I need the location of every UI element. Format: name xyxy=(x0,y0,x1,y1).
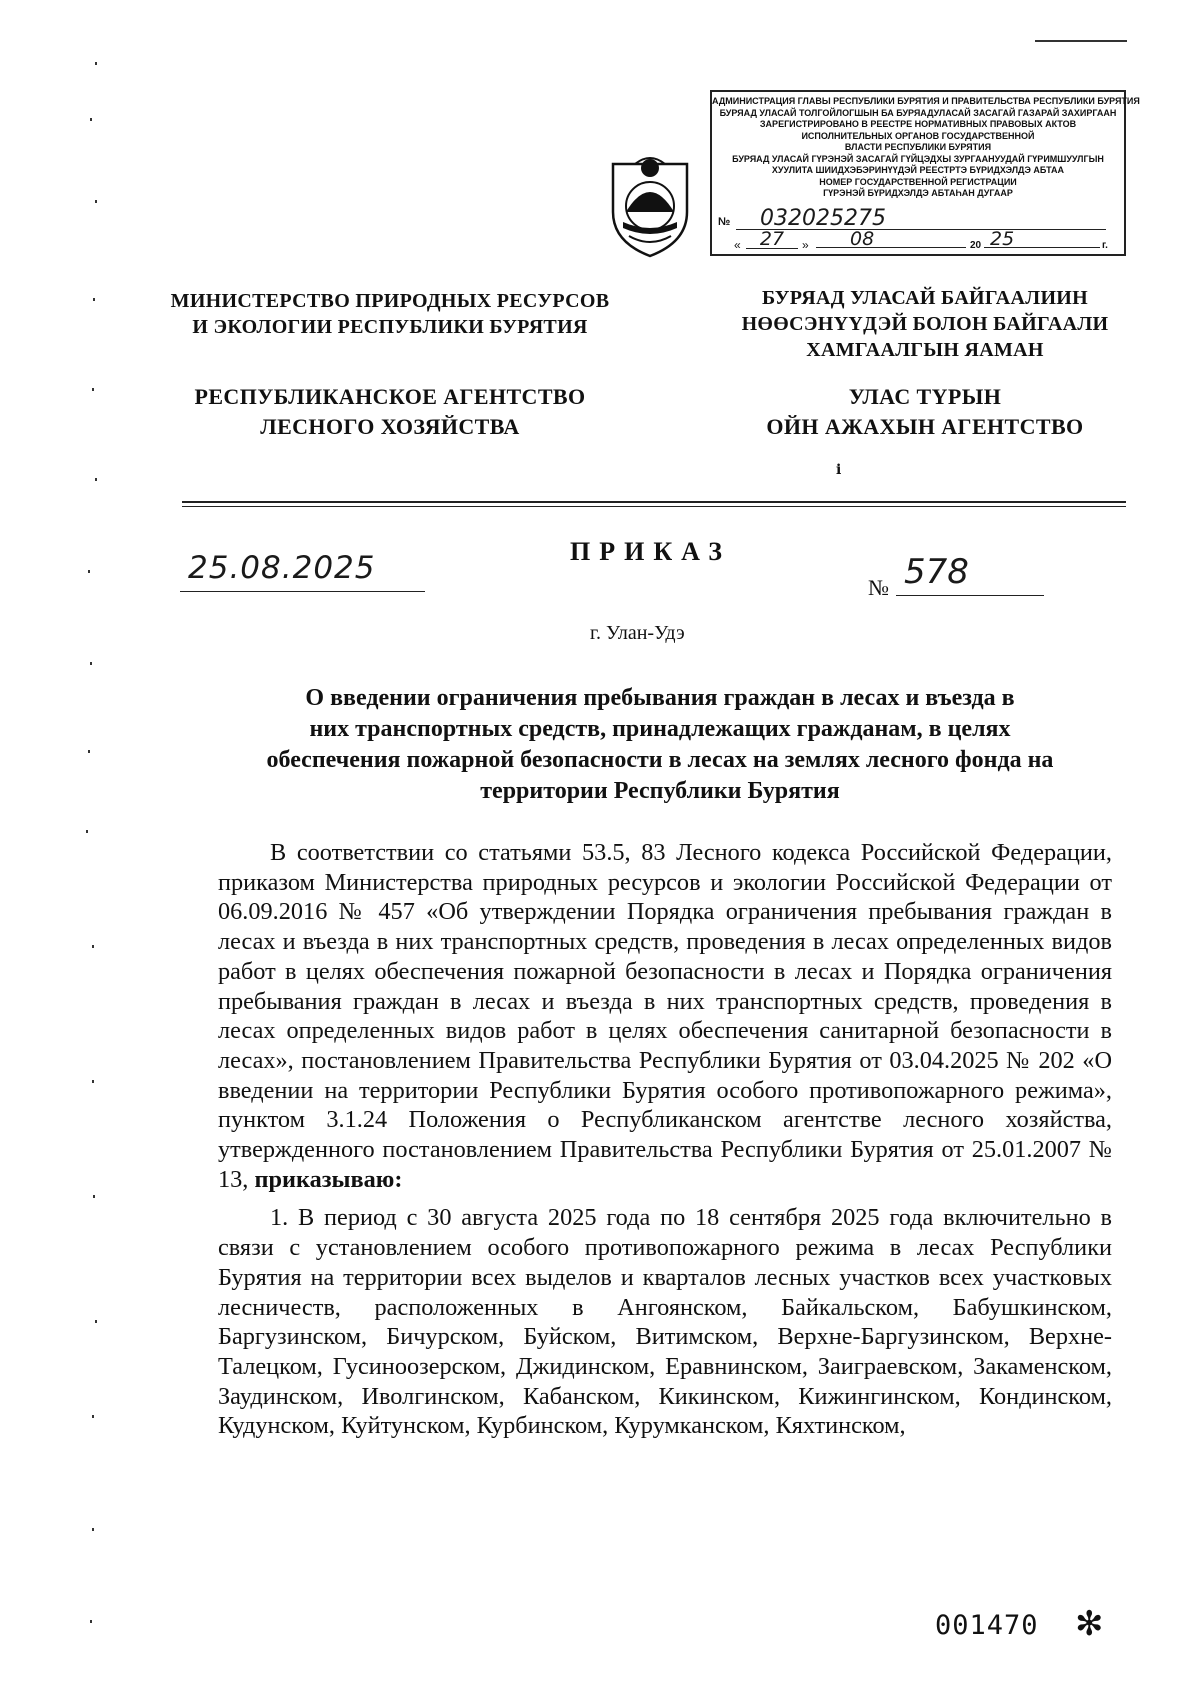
ministry-name-ru-line: И ЭКОЛОГИИ РЕСПУБЛИКИ БУРЯТИЯ xyxy=(192,316,588,338)
stamp-line: ИСПОЛНИТЕЛЬНЫХ ОРГАНОВ ГОСУДАРСТВЕННОЙ xyxy=(801,130,1035,141)
registration-stamp xyxy=(710,90,1140,256)
speck: ⅰ xyxy=(836,463,842,478)
order-title-line: территории Республики Бурятия xyxy=(480,778,840,804)
order-date: 25.08.2025 xyxy=(180,550,425,592)
stamp-line: БУРЯАД УЛАСАЙ ГҮРЭНЭЙ ЗАСАГАЙ ГҮЙЦЭДХЫ ЗУРГААНУУДАЙ ГҮРИМШУУЛГЫН xyxy=(732,153,1104,164)
order-title-line: О введении ограничения пребывания граждан в лесах и въезда в xyxy=(305,685,1015,711)
stamp-line: НОМЕР ГОСУДАРСТВЕННОЙ РЕГИСТРАЦИИ xyxy=(819,176,1017,187)
clause-1-paragraph: 1. В период с 30 августа 2025 года по 18 сентября 2025 года включительно в связи с установлением особого противопожарного режима в лесах Республики Бурятия на территории всех выделов и кварталов лесных участков всех участковых лесничеств, расположенных в Ангоянском, Байкальском, Бабушкинском, Баргузинском, Бичурском, Буйском, Витимском, Верхне-Баргузинском, Верхне-Талецком, Гусиноозерском, Джидинском, Еравнинском, Заиграевском, Закаменском, Заудинском, Иволгинском, Кабанском, Кикинском, Кижингинском, Кондинском, Кудунском, Куйтунском, Курбинском, Курумканском, Кяхтинском, xyxy=(218,1204,1112,1440)
stamp-date-year-end: г. xyxy=(1102,240,1108,251)
stamp-registration-number: 032025275 xyxy=(736,206,1106,230)
order-title-line: них транспортных средств, принадлежащих гражданам, в целях xyxy=(309,716,1011,742)
agency-name-bua-line: УЛАС ТҮРЫН xyxy=(848,384,1002,409)
ministry-name-ru xyxy=(170,288,610,340)
stamp-line: БУРЯАД УЛАСАЙ ТОЛГОЙЛОГШЫН БА БУРЯАДУЛАСАЙ ЗАСАГАЙ ГАЗАРАЙ ЗАХИРГААН xyxy=(719,107,1117,118)
order-city: г. Улан-Удэ xyxy=(590,622,685,644)
stamp-date-day: 27 xyxy=(746,228,798,249)
order-title xyxy=(220,683,1100,807)
stamp-line: АДМИНИСТРАЦИЯ ГЛАВЫ РЕСПУБЛИКИ БУРЯТИЯ И ПРАВИТЕЛЬСТВА РЕСПУБЛИКИ БУРЯТИЯ xyxy=(712,96,1140,106)
order-number: 578 xyxy=(896,552,1044,596)
order-directive: приказываю: xyxy=(254,1165,403,1193)
asterisk-mark-icon: ✻ xyxy=(1075,1604,1104,1644)
order-number-label: № xyxy=(868,575,889,600)
header-divider-thin xyxy=(182,506,1126,507)
preamble-paragraph xyxy=(218,838,1112,1194)
page-serial-number: 001470 xyxy=(935,1610,1039,1641)
ministry-name-bua xyxy=(730,285,1120,363)
order-heading: ПРИКАЗ xyxy=(570,537,732,566)
ministry-name-ru-line: МИНИСТЕРСТВО ПРИРОДНЫХ РЕСУРСОВ xyxy=(170,290,610,312)
top-rule xyxy=(1035,40,1127,42)
agency-name-ru-line: РЕСПУБЛИКАНСКОЕ АГЕНТСТВО xyxy=(194,384,586,409)
ministry-name-bua-line: БУРЯАД УЛАСАЙ БАЙГААЛИИН xyxy=(761,287,1089,309)
preamble-text: В соответствии со статьями 53.5, 83 Лесного кодекса Российской Федерации, приказом Министерства природных ресурсов и экологии Российской Федерации от 06.09.2016 № 457 «Об утверждении Порядка ограничения пребывания граждан в лесах и въезда в них транспортных средств, проведения в лесах определенных видов работ в целях обеспечения пожарной безопасности в лесах и Порядка ограничения пребывания граждан в лесах и въезда в них транспортных средств, проведения в лесах определенных видов работ в целях обеспечения санитарной безопасности в лесах», постановлением Правительства Республики Бурятия от 03.04.2025 № 202 «О введении на территории Республики Бурятия особого противопожарного режима», пунктом 3.1.24 Положения о Республиканском агентстве лесного хозяйства, утвержденного постановлением Правительства Республики Бурятия от 25.01.2007 № 13, xyxy=(218,839,1112,1193)
agency-name-bua xyxy=(730,382,1120,442)
stamp-date-open-quote: « xyxy=(734,238,741,252)
ministry-name-bua-line: НӨӨСЭНҮҮДЭЙ БОЛОН БАЙГААЛИ xyxy=(741,313,1109,335)
order-body xyxy=(218,838,1112,1441)
agency-name-ru xyxy=(170,382,610,442)
agency-name-bua-line: ОЙН АЖАХЫН АГЕНТСТВО xyxy=(766,414,1084,439)
stamp-date-month: 08 xyxy=(816,228,966,248)
stamp-date-year-prefix: 20 xyxy=(970,240,982,251)
stamp-line: ГҮРЭНЭЙ БҮРИДХЭЛДЭ АБТАҺАН ДУГААР xyxy=(823,188,1013,198)
stamp-line: ВЛАСТИ РЕСПУБЛИКИ БУРЯТИЯ xyxy=(844,142,992,152)
ministry-name-bua-line: ХАМГААЛГЫН ЯАМАН xyxy=(806,339,1044,361)
header-divider xyxy=(182,501,1126,503)
stamp-line: ХУУЛИТА ШИИДХЭБЭРИНҮҮДЭЙ РЕЕСТРТЭ БҮРИДХЭЛДЭ АБТАА xyxy=(771,165,1065,175)
buryatia-coat-of-arms-icon xyxy=(605,150,695,260)
stamp-date-close-quote: » xyxy=(802,238,809,252)
stamp-number-label: № xyxy=(718,216,731,228)
stamp-date-row xyxy=(718,228,1118,254)
stamp-date-year: 25 xyxy=(984,228,1100,248)
agency-name-ru-line: ЛЕСНОГО ХОЗЯЙСТВА xyxy=(260,414,520,439)
stamp-line: ЗАРЕГИСТРИРОВАНО В РЕЕСТРЕ НОРМАТИВНЫХ ПРАВОВЫХ АКТОВ xyxy=(759,119,1077,129)
order-title-line: обеспечения пожарной безопасности в лесах на землях лесного фонда на xyxy=(266,747,1054,773)
